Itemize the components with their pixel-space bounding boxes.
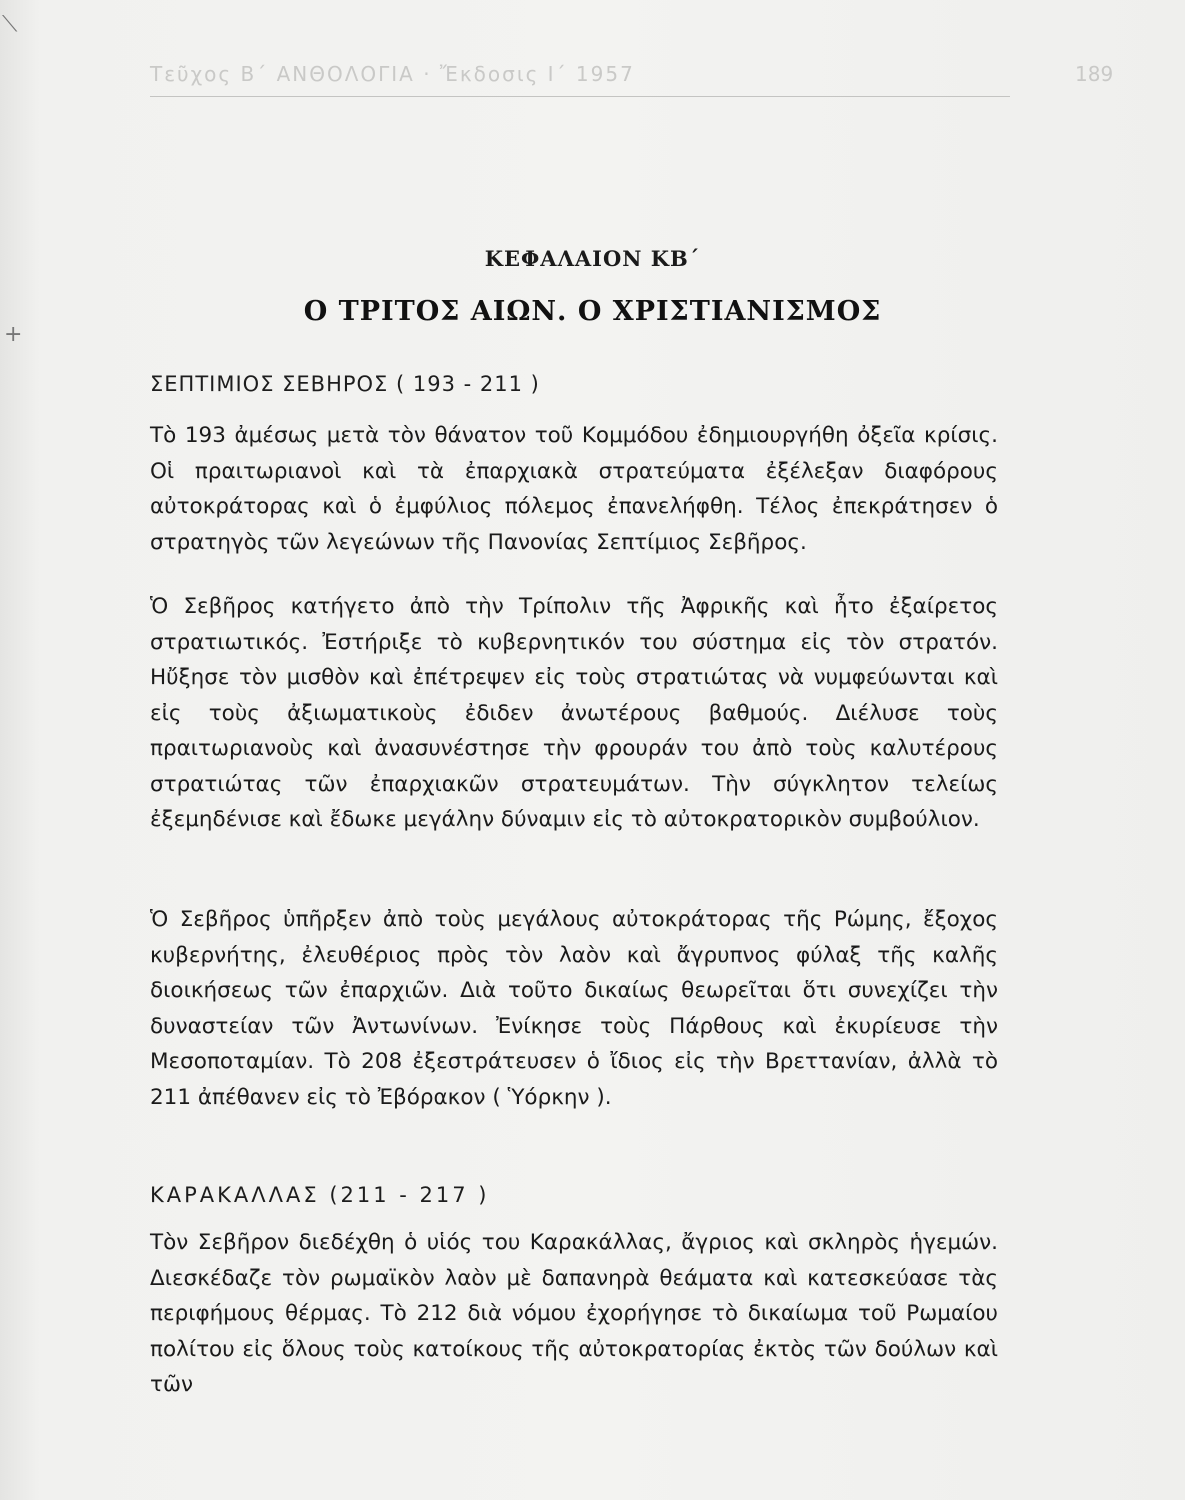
paragraph: Τὸ 193 ἀμέσως μετὰ τὸν θάνατον τοῦ Κομμόδου ἐδημιουργήθη ὀξεῖα κρίσις. Οἱ πραιτωριανοὶ καὶ τὰ ἐπαρχιακὰ στρατεύματα ἐξέλεξαν διαφόρους αὐτοκράτορας καὶ ὁ ἐμφύλιος πόλεμος ἐπανελήφθη. Τέλος ἐπεκράτησεν ὁ στρατηγὸς τῶν λεγεώνων τῆς Πανονίας Σεπτίμιος Σεβῆρος.	[150, 423, 998, 555]
paragraph: Τὸν Σεβῆρον διεδέχθη ὁ υἱός του Καρακάλλας, ἄγριος καὶ σκληρὸς ἡγεμών. Διεσκέδαζε τὸν ρωμαϊκὸν λαὸν μὲ δαπανηρὰ θεάματα καὶ κατεσκεύασε τὰς περιφήμους θέρμας. Τὸ 212 διὰ νόμου ἐχορήγησε τὸ δικαίωμα τοῦ Ρωμαίου πολίτου εἰς ὅλους τοὺς κατοίκους τῆς αὐτοκρατορίας ἐκτὸς τῶν δούλων καὶ τῶν	[150, 1230, 998, 1397]
show-through-header: Τεῦχος Β΄ ΑΝΘΟΛΟΓΙΑ · Ἔκδοσις Ι΄ 1957	[150, 62, 635, 86]
chapter-label: ΚΕΦΑΛΑΙΟΝ ΚΒ΄	[484, 246, 701, 271]
chapter-title: Ο ΤΡΙΤΟΣ ΑΙΩΝ. Ο ΧΡΙΣΤΙΑΝΙΣΜΟΣ	[303, 296, 882, 327]
section-heading-severus: ΣΕΠΤΙΜΙΟΣ ΣΕΒΗΡΟΣ ( 193 - 211 )	[150, 372, 540, 396]
show-through-page-number: 189	[1075, 62, 1114, 86]
binding-edge-mark: ⟍	[2, 12, 18, 37]
paragraph: Ὁ Σεβῆρος κατήγετο ἀπὸ τὴν Τρίπολιν τῆς Ἀφρικῆς καὶ ἦτο ἐξαίρετος στρατιωτικός. Ἐστήριξε τὸ κυβερνητικόν του σύστημα εἰς τὸν στρατόν. Ηὔξησε τὸν μισθὸν καὶ ἐπέτρεψεν εἰς τοὺς στρατιώτας νὰ νυμφεύωνται καὶ εἰς τοὺς ἀξιωματικοὺς ἐδιδεν ἀνωτέρους βαθμούς. Διέλυσε τοὺς πραιτωριανοὺς καὶ ἀνασυνέστησε τὴν φρουράν του ἀπὸ τοὺς καλυτέρους στρατιώτας τῶν ἐπαρχιακῶν στρατευμάτων. Τὴν σύγκλητον τελείως ἐξεμηδένισε καὶ ἔδωκε μεγάλην δύναμιν εἰς τὸ αὐτοκρατορικὸν συμβούλιον.	[150, 594, 998, 832]
binding-edge-mark: +	[4, 322, 23, 347]
section-heading-caracalla: ΚΑΡΑΚΑΛΛΑΣ (211 - 217 )	[150, 1183, 490, 1207]
paragraph: Ὁ Σεβῆρος ὑπῆρξεν ἀπὸ τοὺς μεγάλους αὐτοκράτορας τῆς Ρώμης, ἔξοχος κυβερνήτης, ἐλευθέριος πρὸς τὸν λαὸν καὶ ἄγρυπνος φύλαξ τῆς καλῆς διοικήσεως τῶν ἐπαρχιῶν. Διὰ τοῦτο δικαίως θεωρεῖται ὅτι συνεχίζει τὴν δυναστείαν τῶν Ἀντωνίνων. Ἐνίκησε τοὺς Πάρθους καὶ ἐκυρίευσε τὴν Μεσοποταμίαν. Τὸ 208 ἐξεστράτευσεν ὁ ἴδιος εἰς τὴν Βρεττανίαν, ἀλλὰ τὸ 211 ἀπέθανεν εἰς τὸ Ἐβόρακον ( Ὑόρκην ).	[150, 907, 998, 1110]
show-through-rule	[150, 96, 1010, 97]
